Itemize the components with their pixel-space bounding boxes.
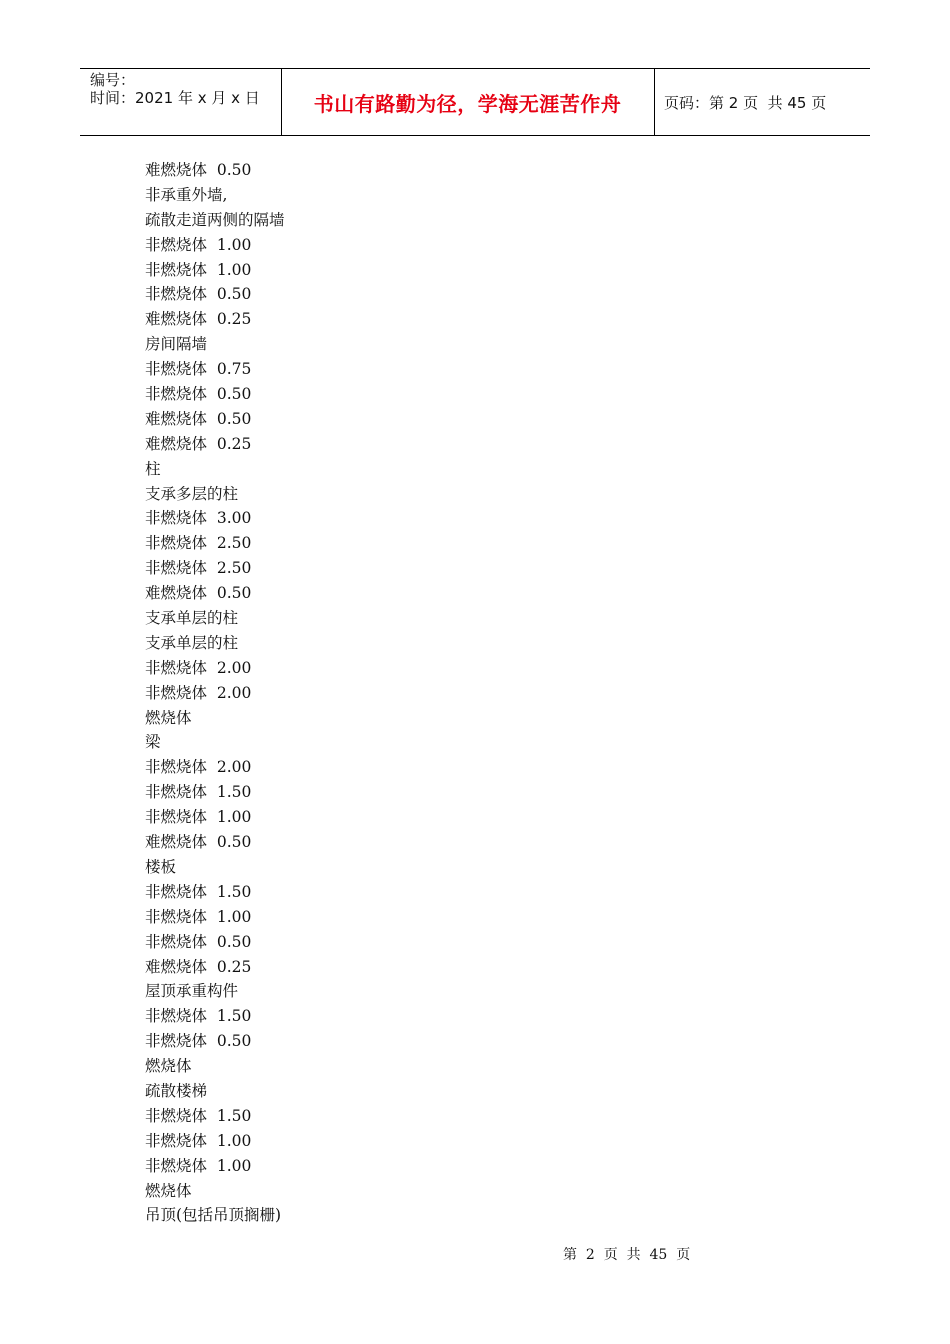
text-line: 非燃烧体 0.50	[145, 385, 252, 404]
date-line: 时间：2021 年 x 月 x 日	[90, 89, 260, 107]
page-footer: 第 2 页 共 45 页	[563, 1247, 691, 1263]
text-line: 难燃烧体 0.50	[145, 409, 252, 428]
text-line: 非燃烧体 2.50	[145, 559, 252, 578]
header-divider-right	[654, 69, 655, 135]
text-line: 非燃烧体 1.00	[145, 235, 252, 254]
text-line: 非燃烧体 3.00	[145, 509, 252, 528]
text-line: 非燃烧体 1.00	[145, 260, 252, 279]
text-line: 非燃烧体 0.50	[145, 285, 252, 304]
header-meta	[90, 71, 260, 107]
text-line: 非燃烧体 2.00	[145, 658, 252, 677]
text-line: 非燃烧体 1.00	[145, 1156, 252, 1175]
page-header	[80, 68, 870, 136]
text-line: 难燃烧体 0.50	[145, 161, 252, 179]
text-line: 非燃烧体 0.50	[145, 932, 252, 951]
text-line: 难燃烧体 0.25	[145, 957, 252, 976]
text-line: 难燃烧体 0.25	[145, 434, 252, 453]
text-line: 非燃烧体 1.00	[145, 808, 252, 827]
text-line: 柱	[145, 459, 161, 478]
text-line: 支承单层的柱	[145, 633, 239, 652]
text-line: 非燃烧体 2.50	[145, 534, 252, 553]
text-line: 燃烧体	[145, 708, 192, 727]
text-line: 非燃烧体 2.00	[145, 683, 252, 702]
text-line: 燃烧体	[145, 1181, 192, 1200]
document-body	[145, 158, 285, 1228]
text-line: 难燃烧体 0.50	[145, 833, 252, 852]
text-line: 吊顶(包括吊顶搁栅)	[145, 1206, 282, 1225]
text-line: 难燃烧体 0.50	[145, 584, 252, 603]
text-line: 疏散楼梯	[145, 1081, 208, 1100]
header-page-info: 页码：第 2 页 共 45 页	[664, 93, 827, 112]
text-line: 支承单层的柱	[145, 609, 239, 628]
text-line: 非燃烧体 1.00	[145, 907, 252, 926]
text-line: 非燃烧体 1.00	[145, 1131, 252, 1150]
text-line: 疏散走道两侧的隔墙	[145, 210, 285, 229]
header-motto: 书山有路勤为径，学海无涯苦作舟	[313, 91, 622, 116]
text-line: 梁	[145, 733, 161, 752]
text-line: 支承多层的柱	[145, 484, 239, 503]
text-line: 非燃烧体 1.50	[145, 1106, 252, 1125]
text-line: 燃烧体	[145, 1057, 192, 1076]
text-line: 非燃烧体 1.50	[145, 783, 252, 802]
serial-label: 编号：	[90, 71, 136, 89]
text-line: 非燃烧体 0.75	[145, 360, 252, 379]
text-line: 非燃烧体 0.50	[145, 1032, 252, 1051]
text-line: 非燃烧体 2.00	[145, 758, 252, 777]
text-line: 房间隔墙	[145, 335, 208, 354]
text-line: 屋顶承重构件	[145, 982, 239, 1001]
text-line: 非燃烧体 1.50	[145, 1007, 252, 1026]
text-line: 非承重外墙,	[145, 185, 228, 204]
text-line: 非燃烧体 1.50	[145, 882, 252, 901]
text-line: 难燃烧体 0.25	[145, 310, 252, 329]
text-line: 楼板	[145, 857, 177, 876]
